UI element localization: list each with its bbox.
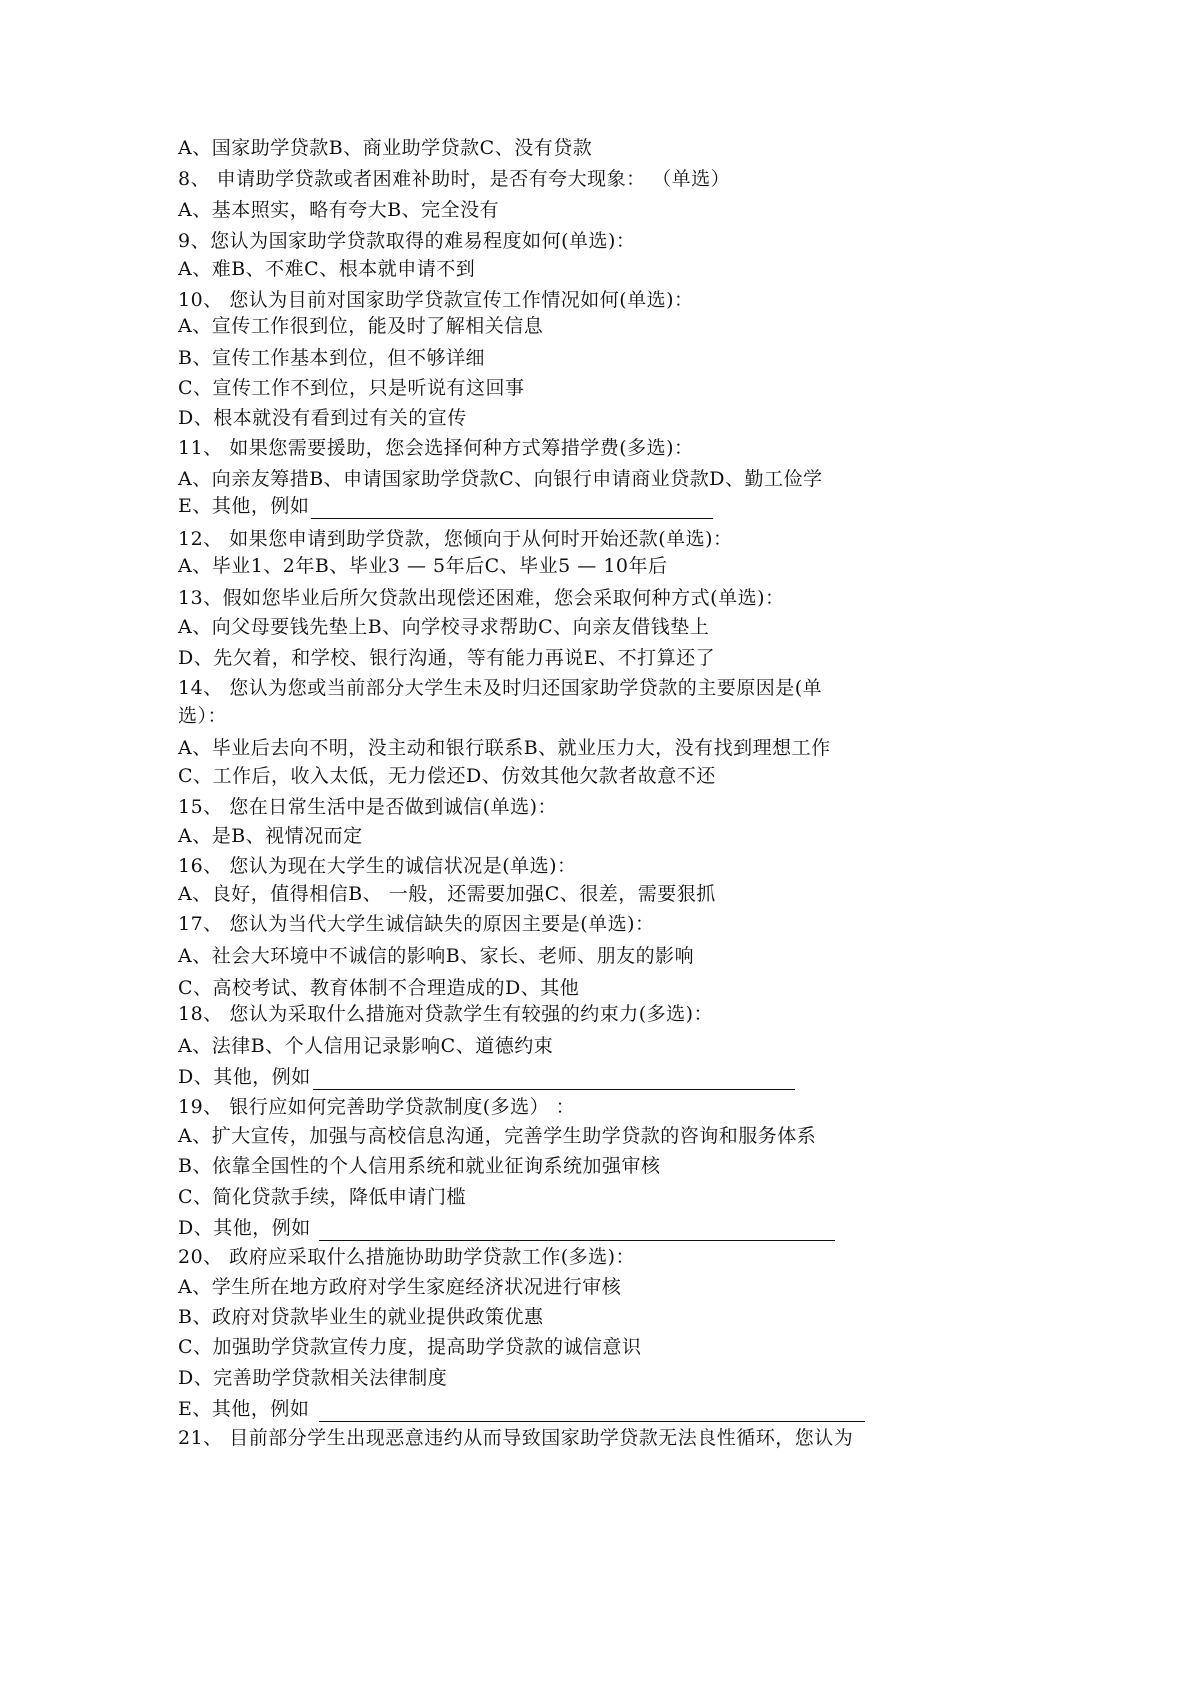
option-line: C、加强助学贷款宣传力度，提高助学贷款的诚信意识 [178,1336,642,1358]
option-line: A、社会大环境中不诚信的影响B、家长、老师、朋友的影响 [178,945,695,967]
option-line [178,1064,795,1090]
option-line: A、法律B、个人信用记录影响C、道德约束 [178,1035,554,1057]
option-line: D、完善助学贷款相关法律制度 [178,1367,448,1389]
question-line: 18、 您认为采取什么措施对贷款学生有较强的约束力(多选)： [178,1003,714,1025]
option-line [178,1396,865,1422]
question-line: 10、 您认为目前对国家助学贷款宣传工作情况如何(单选)： [178,289,694,311]
option-text: D、其他，例如 [178,1217,311,1239]
option-line: D、先欠着，和学校、银行沟通，等有能力再说E、不打算还了 [178,647,716,669]
option-line: C、简化贷款手续，降低申请门槛 [178,1186,467,1208]
question-line: 13、假如您毕业后所欠贷款出现偿还困难，您会采取何种方式(单选)： [178,587,785,609]
question-line: 11、 如果您需要援助，您会选择何种方式筹措学费(多选)： [178,437,694,459]
option-text: E、其他，例如 [178,1398,310,1420]
option-line: C、宣传工作不到位，只是听说有这回事 [178,377,525,399]
option-line: A、毕业1、2年B、毕业3 — 5年后C、毕业5 — 10年后 [178,555,668,577]
fill-in-blank[interactable] [313,1069,795,1090]
option-text: D、其他，例如 [178,1066,311,1088]
option-line: D、根本就没有看到过有关的宣传 [178,407,467,429]
option-line: C、工作后，收入太低，无力偿还D、仿效其他欠款者故意不还 [178,765,716,787]
question-line: 16、 您认为现在大学生的诚信状况是(单选)： [178,855,577,877]
fill-in-blank[interactable] [311,498,713,519]
option-line: A、基本照实，略有夸大B、完全没有 [178,199,500,221]
option-text: E、其他，例如 [178,495,310,517]
option-line: A、扩大宣传，加强与高校信息沟通，完善学生助学贷款的咨询和服务体系 [178,1125,817,1147]
question-line: 17、 您认为当代大学生诚信缺失的原因主要是(单选)： [178,913,655,935]
option-line: A、宣传工作很到位，能及时了解相关信息 [178,315,544,337]
question-line: 15、 您在日常生活中是否做到诚信(单选)： [178,796,558,818]
option-line [178,493,713,519]
option-line: A、学生所在地方政府对学生家庭经济状况进行审核 [178,1276,622,1298]
option-line: A、毕业后去向不明，没主动和银行联系B、就业压力大，没有找到理想工作 [178,737,831,759]
option-line: A、良好，值得相信B、 一般，还需要加强C、很差，需要狠抓 [178,883,716,905]
question-line: 9、您认为国家助学贷款取得的难易程度如何(单选)： [178,230,636,252]
fill-in-blank[interactable] [319,1220,835,1241]
option-line: A、难B、不难C、根本就申请不到 [178,258,476,280]
question-line: 20、 政府应采取什么措施协助助学贷款工作(多选)： [178,1246,636,1268]
question-line: 选）： [178,705,228,727]
question-line: 12、 如果您申请到助学贷款，您倾向于从何时开始还款(单选)： [178,528,733,550]
option-line: B、政府对贷款毕业生的就业提供政策优惠 [178,1306,544,1328]
question-line: 14、 您认为您或当前部分大学生未及时归还国家助学贷款的主要原因是(单 [178,677,823,699]
option-line: A、向亲友筹措B、申请国家助学贷款C、向银行申请商业贷款D、勤工俭学 [178,468,823,490]
option-line: B、宣传工作基本到位，但不够详细 [178,347,485,369]
question-line: 21、 目前部分学生出现恶意违约从而导致国家助学贷款无法良性循环，您认为 [178,1427,854,1449]
option-line: C、高校考试、教育体制不合理造成的D、其他 [178,977,580,999]
question-line: 8、 申请助学贷款或者困难补助时，是否有夸大现象： （单选） [178,168,731,190]
question-line: 19、 银行应如何完善助学贷款制度(多选） ： [178,1096,576,1118]
option-line [178,1215,835,1241]
option-line: A、国家助学贷款B、商业助学贷款C、没有贷款 [178,137,593,159]
fill-in-blank[interactable] [319,1401,865,1422]
option-line: A、向父母要钱先垫上B、向学校寻求帮助C、向亲友借钱垫上 [178,616,710,638]
option-line: A、是B、视情况而定 [178,825,363,847]
option-line: B、依靠全国性的个人信用系统和就业征询系统加强审核 [178,1155,661,1177]
